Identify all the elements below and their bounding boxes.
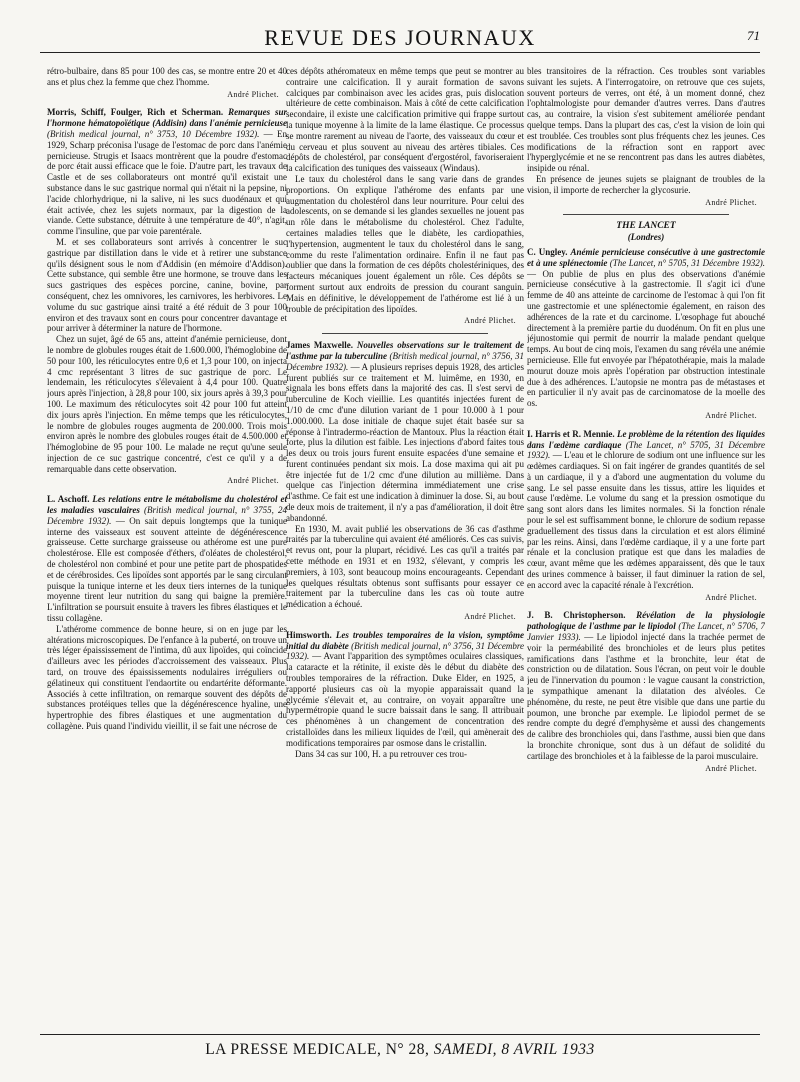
article-authors: C. Ungley. [527,246,568,257]
article-abstract [286,630,524,749]
paragraph: L'athérome commence de bonne heure, si on en juge par les altérations microscopiques. De l'enfance à la puberté, on trouve un très léger épaississement de l'intima, dû aux lipoïdes, qui coïncide d'ailleurs avec les périodes d'accroissement des vaisseaux. Plus tard, on trouve des épaississements nodulaires irréguliers ou gélatineux qui constituent l'endaortite ou endartérite déformante. Associés à cette infiltration, on remarque souvent des dépôts de substances protéiques telles que la dégénérescence hyaline, une hypertrophie des fibres élastiques et une augmentation du collagène. Puis quand l'individu vieillit, il se fait une nécrose de [47,623,287,732]
article-source: (The Lancet, n° 5705, 31 Décembre 1932). [527,439,765,461]
footer-publication: LA PRESSE MEDICALE, N° 28, [205,1041,434,1058]
paragraph: bles transitoires de la réfraction. Ces troubles sont variables suivant les sujets. A l'interrogatoire, on retrouve que ces sujets, souvent porteurs de verres, ont été, à un moment donné, chez l'ophtalmologiste pour demander d'autres verres. Dans d'autres cas, au contraire, la vision s'est subitement améliorée pendant quelque temps. Dans la plupart des cas, c'est la vision de loin qui est troublée. Ces troubles sont plus fréquents chez les jeunes. Ces modifications de la réfraction sont en rapport avec l'hyperglycémie et ne se rencontrent pas dans les autres diabètes, insipide ou rénal. [527,66,765,174]
paragraph: En présence de jeunes sujets se plaignant de troubles de la vision, il importe de rechercher la glycosurie. [527,173,765,195]
paragraph: Le taux du cholestérol dans le sang varie dans de grandes proportions. On explique l'athérome des enfants par une augmentation du cholestérol dans leur nourriture. Pour celui des adolescents, on se demande si les glandes sexuelles ne jouent pas un rôle dans le métabolisme du cholestérol. Chez l'adulte, certaines maladies telles que le diabète, les cardiopathies, l'hypertension, augmentent le taux du cholestérol dans le sang, comme du reste l'alimentation ordinaire. Enfin il ne faut pas oublier que dans la formation de ces dépôts cholestériniques, des facteurs mécaniques jouent également un rôle. Ces dépôts se forment surtout aux endroits de pression du courant sanguin. Mais en définitive, le développement de l'athérome est lié à un trouble de précipitation des lipoïdes. [286,173,524,314]
article-source: (British medical journal, n° 3756, 31 Décembre 1932). [286,640,524,662]
article-title: Nouvelles observations sur le traitement de l'asthme par la tuberculine [286,340,524,361]
section-heading: THE LANCET [616,221,676,232]
column-1 [47,66,287,996]
footer-date: SAMEDI, 8 AVRIL 1933 [433,1041,595,1058]
signature: André Plichet. [705,592,757,602]
article-authors: James Maxwelle. [286,340,354,351]
article-source: (British medical journal, n° 3755, 24 Décembre 1932). [47,505,287,526]
separator-rule [322,333,489,334]
paragraph: M. et ses collaborateurs sont arrivés à concentrer le suc gastrique par distillation dans le vide et à retirer une substance qu'ils désignent sous le nom d'Addisin (en mémoire d'Addison). Cette substance, qui semble être une hormone, se trouve dans les sucs gastriques des espèces porcine, canine, bovine, par conséquent, chez les omnivores, les carnivores, les herbivores. Le volume du suc gastrique ainsi traité a été réduit de 3 pour 100 environ et des travaux sont en cours pour concentrer davantage et pour arriver à déterminer la nature de l'hormone. [47,236,287,334]
article-authors: I. Harris et R. Mennie. [527,428,615,439]
signature: André Plichet. [227,476,279,486]
paragraph: rétro-bulbaire, dans 85 pour 100 des cas, se montre entre 20 et 40 ans et plus chez la femme que chez l'homme. [47,66,287,87]
signature: André Plichet. [705,763,757,773]
signature: André Plichet. [464,612,516,622]
article-text: — En 1929, Scharp préconisa l'usage de l'estomac de porc dans l'anémie pernicieuse. Strugis et Isaacs montrèrent que la poudre d'estomac de porc était aussi efficace que le foie. D'autre part, les travaux de Castle et de ses collaborateurs ont montré qu'il existait une substance dans le suc gastrique normal qui n'était ni la pepsine, ni l'acide chlorhydrique, ni la salive, ni les sucs duodénaux et qui était activée, chez les sujets normaux, par la digestion de la viande. Cette substance, détruite à une température de 40°, n'agit, comme l'insuline, que par voie parentérale. [47,128,287,237]
article-text: — On publie de plus en plus des observations d'anémie pernicieuse consécutive à la gastrectomie. Il s'agit ici d'une femme de 40 ans atteinte de carcinome de l'estomac à qui l'on fit une gastrectomie et une splénectomie également, en raison des adhérences de la rate et du carcinome. L'œsophage fut abouché directement à la première partie du duodénum. On fit en plus une jéjunostomie qui permit de nourrir la malade pendant quelque temps. Au bout de cinq mois, l'examen du sang révéla une anémie pernicieuse. Elle fut envoyée par l'hépatothérapie, mais la malade mourut douze mois après l'opération par obstruction intestinale due à des adhérences. L'autopsie ne montra pas de métastases et en particulier il n'y avait pas de carcinomatose de la moelle des os. [527,268,765,409]
paragraph: ces dépôts athéromateux en même temps que peut se montrer au contraire une calcification. Il y aurait formation de savons calciques par combinaison avec les acides gras, puis dislocation ultérieure de cette combinaison. Mais à côté de cette calcification secondaire, il existe une calcification primitive qui frappe surtout la tunique moyenne à la limite de la lame élastique. Ce processus se montre rarement au niveau de l'aorte, des vaisseaux du cœur et du cerveau et plus souvent au niveau des artères tibiales. Ces dépôts de cholestérol, par conséquent d'ergostérol, favoriseraient la calcification des tuniques des vaisseaux (Windaus). [286,66,524,174]
article-authors: Himsworth. [286,629,332,640]
signature: André Plichet. [705,197,757,207]
article-source: (British medical journal, n° 3753, 10 Décembre 1932). [47,128,260,139]
article-abstract [527,610,765,761]
page-number: 71 [747,28,760,43]
article-title: Anémie pernicieuse consécutive à une gastrectomie et à une splénectomie [527,246,765,268]
signature: André Plichet. [227,89,279,99]
article-text: — Le lipiodol injecté dans la trachée permet de voir la perméabilité des bronchioles et de leurs plus petites ramifications dans l'asthme et la bronchite, leur état de constriction ou de dilatation. Sous l'écran, on peut voir le double jeu de l'innervation du poumon : le vague causant la constriction, le sympathique amenant la dilatation des alvéoles. Ce phénomène, du reste, ne peut être visible que dans une partie du poumon, une bronche par exemple. Le lipiodol permet de se rendre compte du degré d'emphysème et aussi des changements de calibre des bronchioles qui, dans l'asthme, aussi bien que dans la bronchite chronique, sont dus à un défaut de solidité du cartilage des bronchioles et à la faiblesse de la paroi musculaire. [527,632,765,761]
article-text: — On sait depuis longtemps que la tunique interne des vaisseaux est souvent atteinte de dégénérescence graisseuse. Cette surcharge graisseuse ou athérome est une pure cholestérose. Elle est composée d'éthers, d'oléates de cholestérol, de cholestérol non combiné et pour une petite part de phospatides et de cérébrosides. Ces lipoïdes sont apportés par le sang circulant puisque la tunique interne et les deux tiers internes de la tunique moyenne tirent leur nutrition du sang qui baigne la première. L'infiltration se poursuit ensuite à travers les fibres élastiques et le tissu collagène. [47,515,287,624]
article-abstract [47,107,287,237]
journal-title: REVUE DES JOURNAUX [264,25,536,50]
article-title: Les troubles temporaires de la vision, symptôme initial du diabète [286,629,524,651]
signature: André Plichet. [705,410,757,420]
article-text: — Avant l'apparition des symptômes oculaires classiques, la cataracte et la rétinite, il existe dès le début du diabète des troubles temporaires de la réfraction. Duke Elder, en 1925, a rapporté plusieurs cas où la myopie apparaissait quand la glycémie s'élevait et, au contraire, on voyait apparaître une hypermétropie quand le sucre baissait dans le sang. Il attribuait ces phénomènes à un changement de concentration des cristalloïdes dans les milieux liquides de l'œil, qui amènerait des modifications temporaires par osmose dans le cristallin. [286,651,524,748]
article-abstract [527,429,765,591]
article-abstract [286,340,524,524]
article-authors: Morris, Schiff, Foulger, Rich et Scherman. [47,107,224,118]
article-authors: J. B. Christopherson. [527,610,626,621]
signature: André Plichet. [464,316,516,326]
column-3 [527,66,765,996]
article-title: Remarques sur l'hormone hématopoïétique (Addisin) dans l'anémie pernicieuse [47,107,287,129]
article-authors: L. Aschoff. [47,494,90,505]
paragraph: Chez un sujet, âgé de 65 ans, atteint d'anémie pernicieuse, dont le nombre de globules rouges était de 1.600.000, l'hémoglobine de 50 pour 100, les réticulocytes entre 0,6 et 1,3 pour 100, on injecta 4 cmc représentant 3 litres de suc gastrique de porc. Le lendemain, les réticulocytes s'élevaient à 4,4 pour 100. Quatre jours après l'injection, à 28,8 pour 100, six jours après à 39,3 pour 100. Le maximum des réticulocytes soit 42 pour 100 fut atteint dix jours après l'injection. En même temps que les réticulocytes, le nombre de globules rouges augmenta de 200.000. Trois mois environ après le nombre des globules rouges était de 4.500.000 et l'hémoglobine de 95 pour 100. Le malade ne reçut qu'une seule injection de ce suc gastrique concentré, c'est ce qu'il y a de remarquable dans cette observation. [47,334,287,474]
page-header [40,26,760,53]
article-title: Les relations entre le métabolisme du cholestérol et les maladies vasculaires [47,494,287,516]
article-title: Le problème de la rétention des liquides dans l'œdème cardiaque [527,428,765,450]
article-title: Révélation de la physiologie pathologique de l'asthme par le lipiodol [527,610,765,632]
page-footer [40,1034,760,1061]
section-subheading: (Londres) [627,232,665,243]
article-text: — L'eau et le chlorure de sodium ont une influence sur les œdèmes cardiaques. Si on fait ingérer de grandes quantités de sel à un cardiaque, il y a d'abord une augmentation du volume du sang. Le sel passe ensuite dans les tissus, attire les liquides et cause l'œdème. Le volume du sang et la pression osmotique du sang sont alors dans les limites normales. Si la fonction rénale pour le sel est suffisamment bonne, le chlorure de sodium repasse graduellement des tissus dans la circulation et est alors éliminé par les reins. Ainsi, dans l'œdème cardiaque, il y a une forte part rénale et la conclusion pratique est que dans les maladies de cœur, avant même que les œdèmes apparaissent, dès que le taux des urines commence à baisser, il faut diminuer la ration de sel, en accord avec la capacité rénale à l'excrétion. [527,450,765,590]
article-source: (The Lancet, n° 5705, 31 Décembre 1932). [609,257,765,268]
separator-rule [563,214,730,215]
article-abstract [47,494,287,624]
article-source: (British medical journal, n° 3756, 31 Décembre 1932). [286,350,524,372]
article-text: — A plusieurs reprises depuis 1928, des articles furent publiés sur ce traitement et M. luimême, en 1930, en signala les bons effets dans la majorité des cas. Il s'est servi de tuberculine de Koch vieillie. Les quantités injectées furent de 1/10 de cmc d'une dilution variant de 1 pour 10.000 à 1 pour 1.000.000. La dose initiale de chaque sujet était basée sur sa réponse à l'intradermo-réaction de Mantoux. Plus la réaction était forte, plus la dilution est faible. Les injections d'abord faites tous les deux ou trois jours furent ensuite espacées d'une semaine et furent continuées pendant six mois. La dose maxima qui ait pu être injectée fut de 1/2 cmc d'une dilution au millième. Dans quelque cas l'injection détermina immédiatement une crise d'asthme. Ce fait est une indication à diminuer la dose. Si, au bout de deux mois de traitement, il n'y a pas d'amélioration, il doit être abandonné. [286,361,524,523]
article-abstract [527,247,765,409]
column-2 [286,66,524,996]
paragraph: Dans 34 cas sur 100, H. a pu retrouver ces trou- [295,748,467,759]
paragraph: En 1930, M. avait publié les observations de 36 cas d'asthme traités par la tuberculine qui avaient été améliorés. Ces cas suivis, et revus ont, pour la plupart, récidivé. Les cas qu'il a traités par cette méthode en 1931 et en 1932, s'élevant, y compris les premiers, à 103, sont beaucoup moins encourageants. Cependant les quelques résultats obtenus sont suffisants pour essayer ce traitement par la tuberculine dans les cas où toute autre médication a échoué. [286,523,524,610]
article-source: (The Lancet, n° 5706, 7 Janvier 1933). [527,621,765,643]
